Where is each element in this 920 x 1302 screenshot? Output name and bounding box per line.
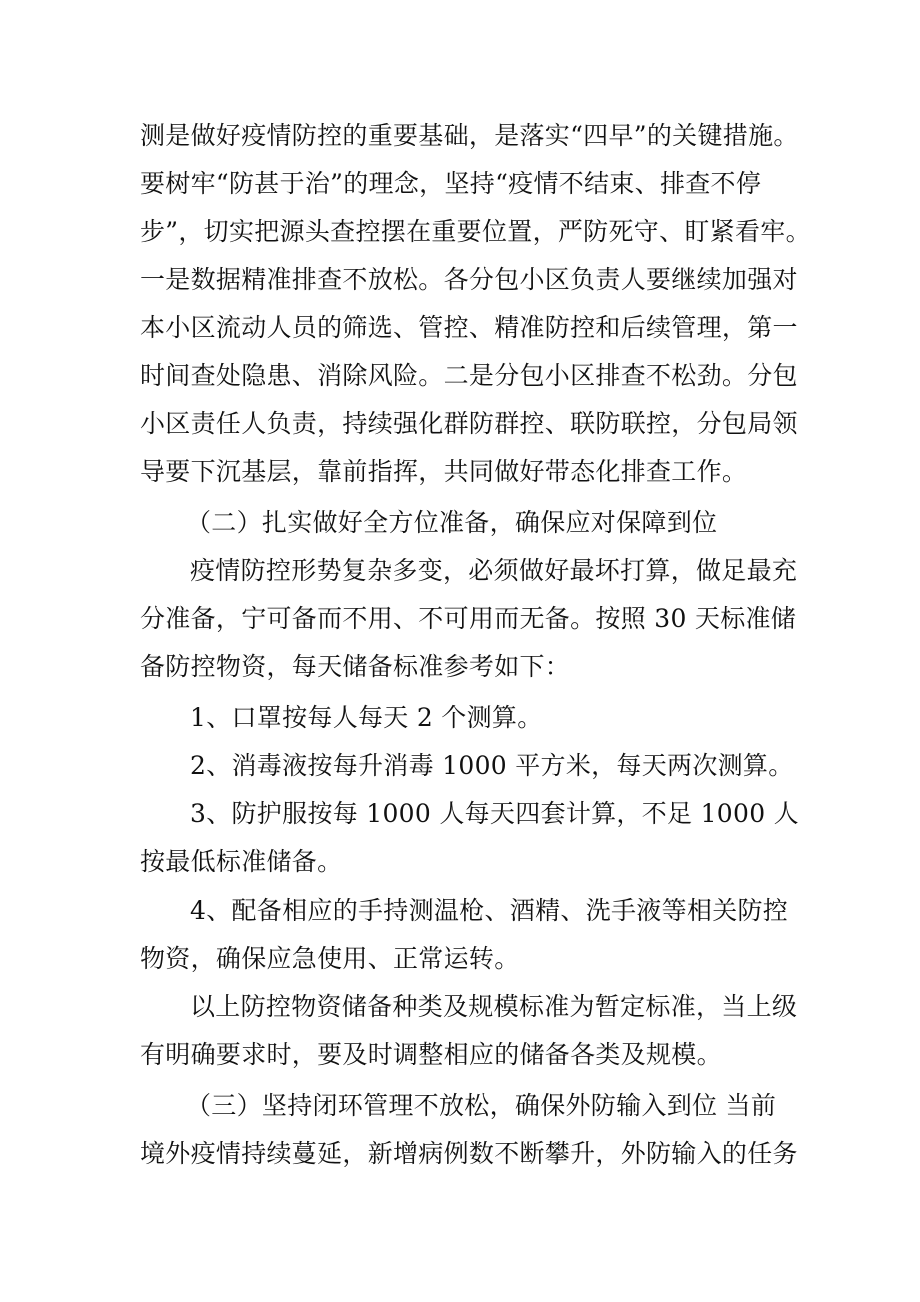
list-item: 4、配备相应的手持测温枪、酒精、洗手液等相关防控	[190, 896, 789, 925]
text-line: 疫情防控形势复杂多变，必须做好最坏打算，做足最充	[190, 556, 798, 585]
text-line: 以上防控物资储备种类及规模标准为暂定标准，当上级	[190, 992, 798, 1021]
text-line: 按最低标准储备。	[140, 847, 343, 876]
text-line: 步”，切实把源头查控摆在重要位置，严防死守、盯紧看牢。	[140, 217, 811, 246]
text-line: 导要下沉基层，靠前指挥，共同做好带态化排查工作。	[140, 457, 748, 486]
list-item: 1、口罩按每人每天 2 个测算。	[190, 703, 543, 732]
text-line: 境外疫情持续蔓延，新增病例数不断攀升，外防输入的任务	[140, 1139, 798, 1168]
text-line: 分准备，宁可备而不用、不可用而无备。按照 30 天标准储	[140, 604, 797, 633]
section-heading: （二）扎实做好全方位准备，确保应对保障到位	[186, 508, 718, 537]
list-item: 3、防护服按每 1000 人每天四套计算，不足 1000 人	[190, 799, 799, 828]
text-line: 要树牢“防甚于治”的理念，坚持“疫情不结束、排查不停	[140, 169, 762, 198]
text-line: 物资，确保应急使用、正常运转。	[140, 944, 520, 973]
text-line: 本小区流动人员的筛选、管控、精准防控和后续管理，第一	[140, 313, 798, 342]
text-line: 小区责任人负责，持续强化群防群控、联防联控，分包局领	[140, 409, 798, 438]
text-line: 备防控物资，每天储备标准参考如下：	[140, 652, 571, 681]
section-heading: （三）坚持闭环管理不放松，确保外防输入到位 当前	[186, 1091, 777, 1120]
text-line: 有明确要求时，要及时调整相应的储备各类及规模。	[140, 1040, 722, 1069]
text-line: 时间查处隐患、消除风险。二是分包小区排查不松劲。分包	[140, 361, 798, 390]
text-line: 一是数据精准排查不放松。各分包小区负责人要继续加强对	[140, 265, 798, 294]
text-line: 测是做好疫情防控的重要基础，是落实“四早”的关键措施。	[140, 121, 799, 150]
list-item: 2、消毒液按每升消毒 1000 平方米，每天两次测算。	[190, 751, 794, 780]
